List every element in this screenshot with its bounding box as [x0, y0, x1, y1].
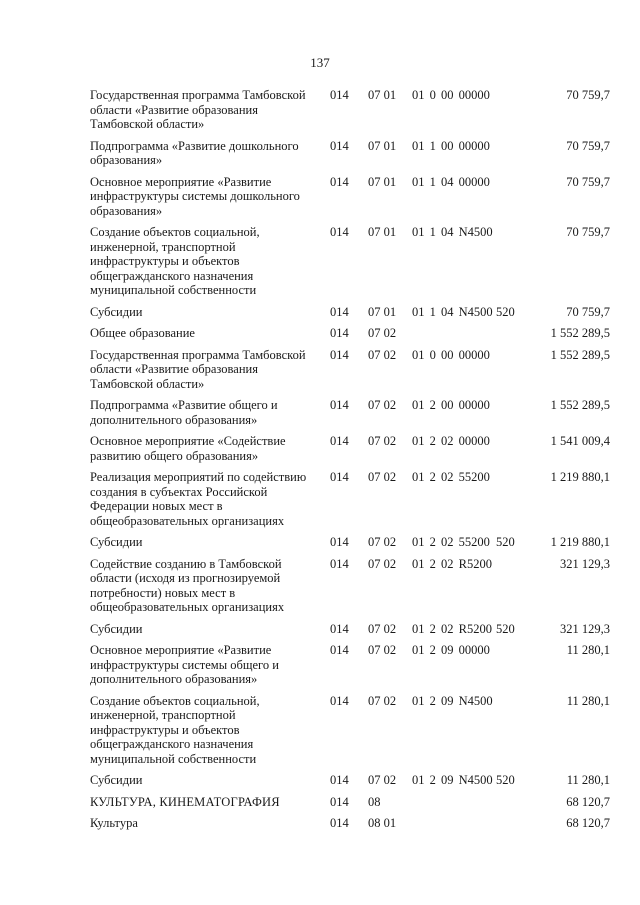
- table-row: [90, 557, 610, 622]
- program-code: 01 2 09 N4500: [412, 693, 493, 708]
- program-code: 01 1 00 00000: [412, 138, 490, 153]
- row-name: Создание объектов социальной, инженерной, транспортной инфраструктуры и объектов общегражданского назначения муниципальной собственности: [90, 225, 260, 297]
- amount: 70 759,7: [566, 225, 610, 239]
- row-name: Субсидии: [90, 304, 143, 319]
- row-name: Субсидии: [90, 773, 143, 787]
- amount: 70 759,7: [566, 304, 610, 319]
- table-row: [90, 470, 610, 535]
- amount: 321 129,3: [560, 621, 610, 636]
- section-code: 07 02: [368, 398, 397, 412]
- program-code: 01 2 02 R5200: [412, 556, 492, 571]
- row-name: КУЛЬТУРА, КИНЕМАТОГРАФИЯ: [90, 794, 280, 809]
- table-row: [90, 398, 610, 434]
- row-name: Подпрограмма «Развитие дошкольного образования»: [90, 138, 299, 167]
- row-name: Основное мероприятие «Развитие инфраструктуры системы общего и дополнительного образования»: [90, 643, 279, 686]
- amount: 1 541 009,4: [550, 434, 610, 448]
- ministry-code: 014: [330, 434, 349, 448]
- table-row: [90, 816, 610, 838]
- row-name: Государственная программа Тамбовской области «Развитие образования Тамбовской области»: [90, 347, 306, 391]
- section-code: 07 01: [368, 174, 397, 189]
- amount: 68 120,7: [566, 816, 610, 830]
- table-row: [90, 773, 610, 795]
- section-code: 07 02: [368, 643, 397, 657]
- ministry-code: 014: [330, 556, 349, 571]
- ministry-code: 014: [330, 693, 349, 708]
- program-code: 01 2 02 R5200: [412, 621, 492, 636]
- row-name: Подпрограмма «Развитие общего и дополнительного образования»: [90, 398, 278, 427]
- table-row: [90, 139, 610, 175]
- table-row: [90, 622, 610, 644]
- table-row: [90, 326, 610, 348]
- amount: 1 552 289,5: [550, 347, 610, 362]
- ministry-code: 014: [330, 470, 349, 484]
- row-name: Государственная программа Тамбовской области «Развитие образования Тамбовской области»: [90, 88, 306, 131]
- table-row: [90, 694, 610, 774]
- section-code: 07 02: [368, 556, 397, 571]
- ministry-code: 014: [330, 174, 349, 189]
- expense-type-code: 520: [496, 621, 515, 636]
- row-name: Создание объектов социальной, инженерной, транспортной инфраструктуры и объектов общегражданского назначения муниципальной собственности: [90, 693, 260, 766]
- section-code: 07 02: [368, 693, 397, 708]
- row-name: Культура: [90, 816, 138, 830]
- amount: 1 552 289,5: [550, 326, 610, 340]
- amount: 321 129,3: [560, 556, 610, 571]
- section-code: 08 01: [368, 816, 397, 830]
- program-code: 01 2 02 55200: [412, 470, 490, 484]
- ministry-code: 014: [330, 816, 349, 830]
- table-row: [90, 434, 610, 470]
- row-name: Общее образование: [90, 326, 195, 340]
- section-code: 07 01: [368, 88, 397, 102]
- ministry-code: 014: [330, 643, 349, 657]
- section-code: 07 02: [368, 621, 397, 636]
- ministry-code: 014: [330, 773, 349, 787]
- section-code: 07 02: [368, 347, 397, 362]
- ministry-code: 014: [330, 304, 349, 319]
- ministry-code: 014: [330, 138, 349, 153]
- ministry-code: 014: [330, 326, 349, 340]
- expense-type-code: 520: [496, 535, 515, 549]
- table-row: [90, 175, 610, 226]
- program-code: 01 2 09 00000: [412, 643, 490, 657]
- program-code: 01 0 00 00000: [412, 88, 490, 102]
- section-code: 07 01: [368, 138, 397, 153]
- ministry-code: 014: [330, 794, 349, 809]
- amount: 70 759,7: [566, 174, 610, 189]
- amount: 11 280,1: [566, 773, 610, 787]
- program-code: 01 2 09 N4500: [412, 773, 493, 787]
- ministry-code: 014: [330, 398, 349, 412]
- amount: 1 552 289,5: [550, 398, 610, 412]
- program-code: 01 2 02 00000: [412, 434, 490, 448]
- ministry-code: 014: [330, 88, 349, 102]
- budget-table: [90, 88, 610, 838]
- table-row: [90, 88, 610, 139]
- table-row: [90, 643, 610, 694]
- program-code: 01 2 02 55200: [412, 535, 490, 549]
- ministry-code: 014: [330, 621, 349, 636]
- section-code: 08: [368, 794, 381, 809]
- ministry-code: 014: [330, 347, 349, 362]
- table-row: [90, 305, 610, 327]
- row-name: Субсидии: [90, 621, 143, 636]
- program-code: 01 1 04 00000: [412, 174, 490, 189]
- ministry-code: 014: [330, 225, 349, 239]
- program-code: 01 2 00 00000: [412, 398, 490, 412]
- amount: 70 759,7: [566, 88, 610, 102]
- section-code: 07 02: [368, 326, 397, 340]
- table-row: [90, 225, 610, 305]
- table-row: [90, 348, 610, 399]
- amount: 70 759,7: [566, 138, 610, 153]
- row-name: Основное мероприятие «Развитие инфраструктуры системы дошкольного образования»: [90, 174, 300, 218]
- program-code: 01 1 04 N4500: [412, 304, 493, 319]
- amount: 1 219 880,1: [550, 470, 610, 484]
- amount: 11 280,1: [566, 693, 610, 708]
- amount: 68 120,7: [566, 794, 610, 809]
- section-code: 07 02: [368, 434, 397, 448]
- page-number: 137: [310, 55, 330, 70]
- row-name: Субсидии: [90, 535, 143, 549]
- section-code: 07 02: [368, 773, 397, 787]
- amount: 11 280,1: [566, 643, 610, 657]
- amount: 1 219 880,1: [550, 535, 610, 549]
- table-row: [90, 795, 610, 817]
- row-name: Содействие созданию в Тамбовской области (исходя из прогнозируемой потребности) новых мест в общеобразовательных организациях: [90, 556, 285, 614]
- row-name: Основное мероприятие «Содействие развитию общего образования»: [90, 434, 286, 463]
- expense-type-code: 520: [496, 773, 515, 787]
- program-code: 01 1 04 N4500: [412, 225, 493, 239]
- row-name: Реализация мероприятий по содействию создания в субъектах Российской Федерации новых мест в общеобразовательных организациях: [90, 470, 307, 528]
- program-code: 01 0 00 00000: [412, 347, 490, 362]
- section-code: 07 02: [368, 470, 397, 484]
- expense-type-code: 520: [496, 304, 515, 319]
- section-code: 07 01: [368, 304, 397, 319]
- section-code: 07 01: [368, 225, 397, 239]
- ministry-code: 014: [330, 535, 349, 549]
- section-code: 07 02: [368, 535, 397, 549]
- table-row: [90, 535, 610, 557]
